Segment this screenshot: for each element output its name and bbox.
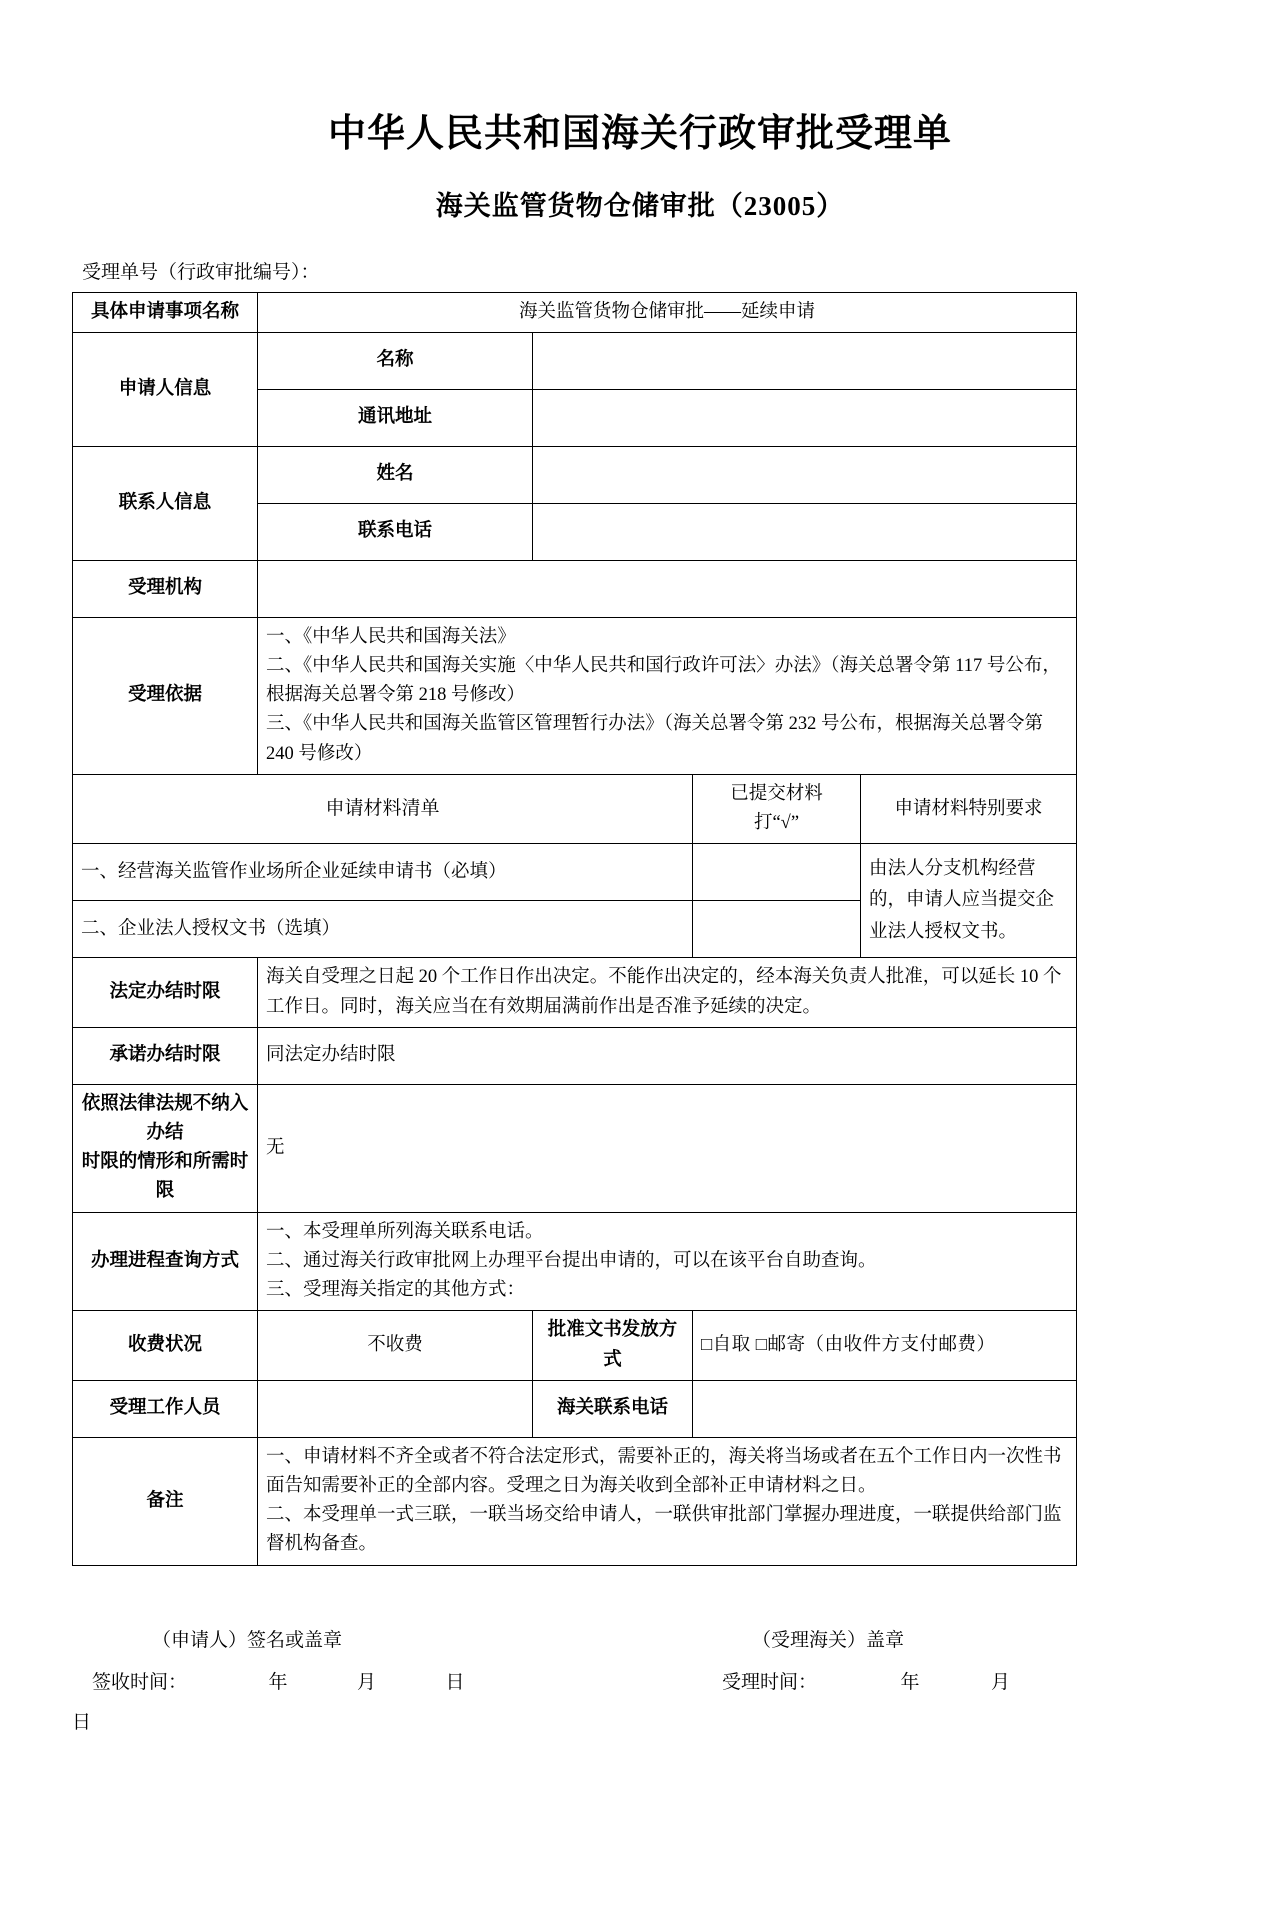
sign-time-label: 签收时间： [92,1671,188,1693]
staff-label: 受理工作人员 [73,1380,258,1437]
contact-phone-field[interactable] [533,503,1077,560]
applicant-address-label: 通讯地址 [258,389,533,446]
contact-name-field[interactable] [533,446,1077,503]
legal-deadline-value: 海关自受理之日起 20 个工作日作出决定。不能作出决定的，经本海关负责人批准，可以延长 10 个工作日。同时，海关应当在有效期届满前作出是否准予延续的决定。 [258,958,1077,1027]
inquiry-line-2: 二、通过海关行政审批网上办理平台提出申请的，可以在该平台自助查询。 [266,1250,877,1271]
sign-time-month: 月 [357,1671,377,1693]
applicant-address-field[interactable] [533,389,1077,446]
table-row-excluded-time [73,1084,1077,1212]
legal-basis-line-1: 一、《中华人民共和国海关法》 [266,626,516,647]
sign-time-group [92,1664,465,1702]
special-requirement-header: 申请材料特别要求 [861,774,1077,843]
delivery-method-label: 批准文书发放方式 [533,1311,693,1380]
submitted-header-line-1: 已提交材料 [730,783,823,804]
legal-basis-line-3: 三、《中华人民共和国海关监管区管理暂行办法》（海关总署令第 232 号公布，根据海关总署令第 240 号修改） [266,714,1044,764]
excluded-time-label [73,1084,258,1212]
table-row-contact-name [73,446,1077,503]
contact-name-label: 姓名 [258,446,533,503]
fee-status-value: 不收费 [258,1311,533,1380]
excluded-label-line-1: 依照法律法规不纳入办结 [81,1093,249,1143]
material-item-checkbox[interactable] [693,901,861,958]
page-subtitle: 海关监管货物仓储审批（23005） [435,190,845,221]
accept-time-label: 受理时间： [722,1671,818,1693]
table-row-legal-basis [73,617,1077,774]
signature-row-top [72,1622,1076,1652]
remarks-content [258,1437,1077,1565]
item-name-value: 海关监管货物仓储审批——延续申请 [258,292,1077,332]
inquiry-line-1: 一、本受理单所列海关联系电话。 [266,1221,544,1242]
applicant-name-label: 名称 [258,332,533,389]
table-row-fee-status [73,1311,1077,1380]
table-row-promised-deadline [73,1027,1077,1084]
applicant-info-label: 申请人信息 [73,332,258,446]
materials-list-header: 申请材料清单 [73,774,693,843]
table-row-item-name [73,292,1077,332]
legal-basis-label: 受理依据 [73,617,258,774]
material-item-text: 二、企业法人授权文书（选填） [73,901,693,958]
accept-time-group [722,1664,1010,1702]
table-row-staff [73,1380,1077,1437]
remarks-line-1: 一、申请材料不齐全或者不符合法定形式，需要补正的，海关将当场或者在五个工作日内一次性书面告知需要补正的全部内容。受理之日为海关收到全部补正申请材料之日。 [266,1446,1062,1496]
item-name-label: 具体申请事项名称 [73,292,258,332]
staff-field[interactable] [258,1380,533,1437]
fee-status-label: 收费状况 [73,1311,258,1380]
inquiry-line-3: 三、受理海关指定的其他方式： [266,1280,526,1301]
promised-deadline-label: 承诺办结时限 [73,1027,258,1084]
accept-time-month: 月 [991,1671,1011,1693]
remarks-label: 备注 [73,1437,258,1565]
table-row-legal-deadline [73,958,1077,1027]
customs-phone-label: 海关联系电话 [533,1380,693,1437]
customs-seal-label: （受理海关）盖章 [752,1629,905,1651]
customs-phone-field[interactable] [693,1380,1077,1437]
progress-inquiry-content [258,1212,1077,1311]
signature-row-dates [72,1664,1076,1696]
remarks-line-2: 二、本受理单一式三联，一联当场交给申请人，一联供审批部门掌握办理进度，一联提供给部门监督机构备查。 [266,1505,1062,1555]
table-row-applicant-name [73,332,1077,389]
table-row-agency [73,560,1077,617]
table-row-progress-inquiry [73,1212,1077,1311]
applicant-signature-label: （申请人）签名或盖章 [152,1629,343,1651]
form-page [0,112,1280,1923]
sign-time-day: 日 [445,1671,465,1693]
material-item-checkbox[interactable] [693,844,861,901]
legal-basis-content [258,617,1077,774]
submitted-header-line-2: 打“√” [753,813,800,834]
acceptance-number-label: 受理单号（行政审批编号）： [82,261,320,283]
approval-form-table [72,292,1077,1566]
agency-label: 受理机构 [73,560,258,617]
sign-time-year: 年 [268,1671,288,1693]
progress-inquiry-label: 办理进程查询方式 [73,1212,258,1311]
agency-field[interactable] [258,560,1077,617]
special-requirement-text: 由法人分支机构经营的，申请人应当提交企业法人授权文书。 [861,844,1077,958]
accept-time-day: 日 [72,1711,92,1733]
table-row-materials-header [73,774,1077,843]
submitted-materials-header [693,774,861,843]
signature-area [72,1622,1076,1742]
excluded-label-line-2: 时限的情形和所需时限 [81,1152,249,1202]
table-row-material-item-1 [73,844,1077,901]
delivery-method-options[interactable]: □自取 □邮寄（由收件方支付邮费） [693,1311,1077,1380]
applicant-name-field[interactable] [533,332,1077,389]
legal-deadline-label: 法定办结时限 [73,958,258,1027]
excluded-time-value: 无 [258,1084,1077,1212]
accept-time-year: 年 [900,1671,920,1693]
contact-info-label: 联系人信息 [73,446,258,560]
legal-basis-line-2: 二、《中华人民共和国海关实施〈中华人民共和国行政许可法〉办法》（海关总署令第 117 号公布，根据海关总署令第 218 号修改） [266,656,1061,706]
table-row-remarks [73,1437,1077,1565]
material-item-text: 一、经营海关监管作业场所企业延续申请书（必填） [73,844,693,901]
page-title: 中华人民共和国海关行政审批受理单 [327,113,952,155]
promised-deadline-value: 同法定办结时限 [258,1027,1077,1084]
contact-phone-label: 联系电话 [258,503,533,560]
